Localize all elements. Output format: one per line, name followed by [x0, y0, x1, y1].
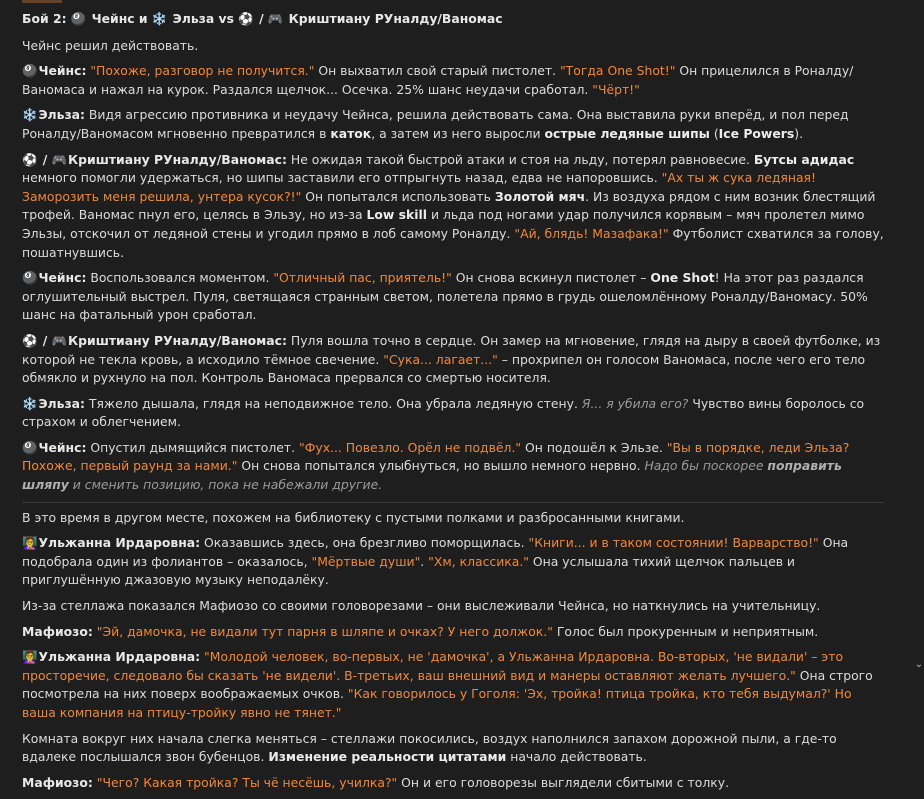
action-text: Она строго посмотрела на них поверх воображаемых очков.	[22, 667, 873, 702]
narration-paragraph	[22, 509, 884, 528]
narration-paragraph	[22, 37, 884, 56]
action-text: Пуля вошла точно в сердце. Он замер на мгновение, глядя на дыру в своей футболке, из которой не текла кровь, а исходило тёмное свечение.	[22, 332, 881, 367]
chevron-down-icon[interactable]: ⌄	[914, 659, 924, 670]
battle-title-elsa: Эльза vs	[168, 11, 239, 26]
quote-text: "Сука... лагает..."	[383, 351, 498, 367]
action-text: .	[420, 553, 429, 569]
action-text: Он подошёл к Эльзе.	[521, 439, 667, 455]
chaines-turn-3	[22, 439, 884, 495]
action-text: Голос был прокуренным и неприятным.	[552, 623, 819, 639]
elsa-turn-2	[22, 395, 884, 432]
battle-title-slash: /	[254, 11, 268, 26]
action-text: Он снова вскинул пистолет –	[451, 270, 651, 286]
chaines-turn-2	[22, 269, 884, 325]
teacher-icon: 👩‍🏫	[22, 535, 38, 551]
quote-text: "Отличный пас, приятель!"	[273, 270, 452, 286]
quote-text: "Ай, блядь! Мазафака!"	[514, 225, 669, 241]
action-text: ).	[794, 125, 804, 141]
quote-text: "Мёртвые души"	[311, 553, 421, 569]
action-text: Она подобрала один из фолиантов – оказалось,	[22, 535, 849, 569]
quote-text: "Похоже, разговор не получится."	[90, 63, 315, 79]
action-text: Она услышала тихий щелчок пальцев и приглушённую джазовую музыку неподалёку.	[22, 553, 795, 588]
quote-text: "Фух... Повезло. Орёл не подвёл."	[299, 439, 522, 455]
narration-text: В это время в другом месте, похожем на библиотеку с пустыми полками и разбросанными книгами.	[22, 509, 685, 525]
speaker-separator: /	[38, 151, 52, 167]
action-text: Он попытался использовать	[301, 188, 495, 204]
thought-bold-term: поправить шляпу	[22, 458, 842, 493]
billiard-ball-icon: 🎱	[22, 270, 38, 286]
quote-text: "Вы в порядке, леди Эльза? Похоже, первый раунд за нами."	[22, 439, 850, 474]
soccer-ball-icon: ⚽	[22, 332, 38, 348]
speaker-name: Мафиозо:	[22, 623, 93, 639]
quote-text: "Молодой человек, во-первых, не 'дамочка', а Ульжанна Ирдаровна. Во-вторых, 'не видали' – это просторечие, следовало бы сказать 'не видели'. В-третьих, ваш внешний вид и манеры оставляют желать лучшего."	[22, 649, 844, 683]
battle-title-chaines: Чейнс и	[87, 11, 152, 26]
ulzhanna-turn-1	[22, 534, 884, 590]
action-text: – прохрипел он голосом Ваномаса, после чего его тело обмякло и рухнуло на пол. Контроль Ваномаса прервался со смертью носителя.	[22, 351, 866, 386]
battle-title-prefix: Бой 2:	[22, 11, 71, 26]
gamepad-icon: 🎮	[51, 151, 68, 167]
action-text: Он выхватил свой старый пистолет.	[314, 63, 560, 79]
ronaldu-turn-1	[22, 151, 884, 263]
action-text: Оказавшись здесь, она брезгливо поморщилась.	[200, 535, 529, 551]
snowflake-icon: ❄️	[22, 107, 38, 123]
soccer-ball-icon: ⚽	[22, 151, 38, 167]
action-text: немного помогли удержаться, но шипы заставили его отпрыгнуть назад, едва не напоровшись.	[22, 170, 662, 186]
thought-text: Я... я убила его?	[581, 395, 689, 411]
mafioso-turn-2	[22, 774, 884, 793]
chat-message-body	[22, 10, 884, 799]
action-text: Он снова попытался улыбнуться, но вышло немного нервно.	[237, 458, 645, 474]
bold-term: Золотой мяч	[494, 188, 586, 204]
ronaldu-turn-2	[22, 332, 884, 388]
snowflake-icon: ❄️	[22, 395, 38, 411]
quote-text: "Тогда One Shot!"	[559, 63, 676, 79]
action-text: , а затем из него выросли	[371, 125, 545, 141]
battle-title	[22, 10, 884, 29]
quote-text: "Эй, дамочка, не видали тут парня в шляпе и очках? У него должок."	[92, 623, 553, 639]
narration-text: Комната вокруг них начала слегка меняться – стеллажи покосились, воздух наполнился запахом дорожной пыли, а где-то вдалеке послышался звон бубенцов.	[22, 730, 837, 765]
top-accent-strip	[22, 0, 62, 3]
thought-text: и сменить позицию, пока не набежали другие.	[68, 477, 383, 493]
speaker-name: Криштиану РУналду/Ваномас:	[68, 151, 287, 167]
bold-term: острые ледяные шипы	[544, 125, 710, 141]
action-text: Он прицелился в Роналду/Ваномаса и нажал на курок. Раздался щелчок... Осечка. 25% шанс неудачи сработал.	[22, 63, 854, 97]
narration-paragraph	[22, 597, 884, 616]
speaker-name: Эльза:	[38, 395, 85, 411]
speaker-separator: /	[38, 332, 52, 348]
speaker-name: Ульжанна Ирдаровна:	[38, 535, 201, 551]
action-text: ! На этот раз раздался оглушительный выстрел. Пуля, светящаяся странным светом, полетела прямо в грудь ошеломлённому Роналду/Ваномасу. 50% шанс на фатальный урон сработал.	[22, 270, 868, 323]
action-text: (	[709, 125, 719, 141]
soccer-ball-icon: ⚽	[238, 11, 254, 26]
gamepad-icon: 🎮	[267, 11, 284, 26]
speaker-name: Криштиану РУналду/Ваномас:	[68, 332, 287, 348]
bold-term: Изменение реальности цитатами	[268, 749, 507, 765]
speaker-name: Мафиозо:	[22, 774, 93, 790]
billiard-ball-icon: 🎱	[22, 439, 38, 455]
quote-text: "Чего? Какая тройка? Ты чё несёшь, училка?"	[92, 774, 398, 790]
narration-text: начало действовать.	[506, 749, 647, 765]
speaker-name: Чейнс:	[38, 63, 87, 79]
gamepad-icon: 🎮	[51, 332, 68, 348]
quote-text: "Как говорилось у Гоголя: 'Эх, тройка! птица тройка, кто тебя выдумал?' Но ваша компания на птицу-тройку явно не тянет."	[22, 686, 852, 720]
action-text: Чувство вины боролось со страхом и облегчением.	[22, 395, 865, 430]
billiard-ball-icon: 🎱	[70, 11, 87, 26]
action-text: Видя агрессию противника и неудачу Чейнса, решила действовать сама. Она выставила руки вперёд, и пол перед Роналду/Ваномасом мгновенно превратился в	[22, 107, 849, 141]
action-text: Он и его головорезы выглядели сбитыми с толку.	[397, 774, 730, 790]
bold-term: Low skill	[366, 207, 428, 223]
action-text: и льда под ногами удар получился корявым – мяч пролетел мимо Эльзы, отскочил от ледяной стены и угодил прямо в лоб самому Роналду.	[22, 207, 865, 241]
narration-text: Из-за стеллажа показался Мафиозо со своими головорезами – они выслеживали Чейнса, но наткнулись на учительницу.	[22, 598, 821, 614]
action-text: Воспользовался моментом.	[86, 270, 274, 286]
speaker-name: Чейнс:	[38, 270, 87, 286]
action-text: Не ожидая такой быстрой атаки и стоя на льду, потерял равновесие.	[286, 151, 754, 167]
section-divider	[22, 502, 884, 503]
narration-paragraph	[22, 730, 884, 767]
thought-text: Надо бы поскорее	[644, 458, 768, 474]
speaker-name: Чейнс:	[38, 439, 87, 455]
bold-term: каток	[330, 125, 372, 141]
quote-text: "Ах ты ж сука ледяная! Заморозить меня решила, унтера кусок?!"	[22, 170, 816, 204]
chaines-turn-1	[22, 62, 884, 99]
snowflake-icon: ❄️	[151, 11, 168, 26]
ulzhanna-turn-2	[22, 648, 884, 722]
billiard-ball-icon: 🎱	[22, 63, 38, 79]
action-text: Тяжело дышала, глядя на неподвижное тело. Она убрала ледяную стену.	[84, 395, 582, 411]
action-text: . Из воздуха рядом с ним возник блестящий трофей. Ваномас пнул его, целясь в Эльзу, но из-за	[22, 188, 876, 223]
mafioso-turn-1	[22, 623, 884, 642]
action-text: Футболист схватился за голову, пошатнувшись.	[22, 225, 884, 260]
elsa-turn-1	[22, 106, 884, 143]
bold-term: Бутсы адидас	[753, 151, 855, 167]
speaker-name: Ульжанна Ирдаровна:	[38, 649, 201, 665]
narration-text: Чейнс решил действовать.	[22, 37, 199, 53]
action-text: Опустил дымящийся пистолет.	[86, 439, 300, 455]
battle-title-ronaldu: Криштиану РУналду/Ваномас	[284, 11, 503, 26]
bold-term: Ice Powers	[718, 125, 795, 141]
teacher-icon: 👩‍🏫	[22, 649, 38, 665]
bold-term: One Shot	[650, 270, 715, 286]
quote-text: "Хм, классика."	[428, 553, 529, 569]
quote-text: "Книги... и в таком состоянии! Варварство!"	[528, 535, 819, 551]
speaker-name: Эльза:	[38, 107, 85, 123]
quote-text: "Чёрт!"	[592, 81, 640, 97]
